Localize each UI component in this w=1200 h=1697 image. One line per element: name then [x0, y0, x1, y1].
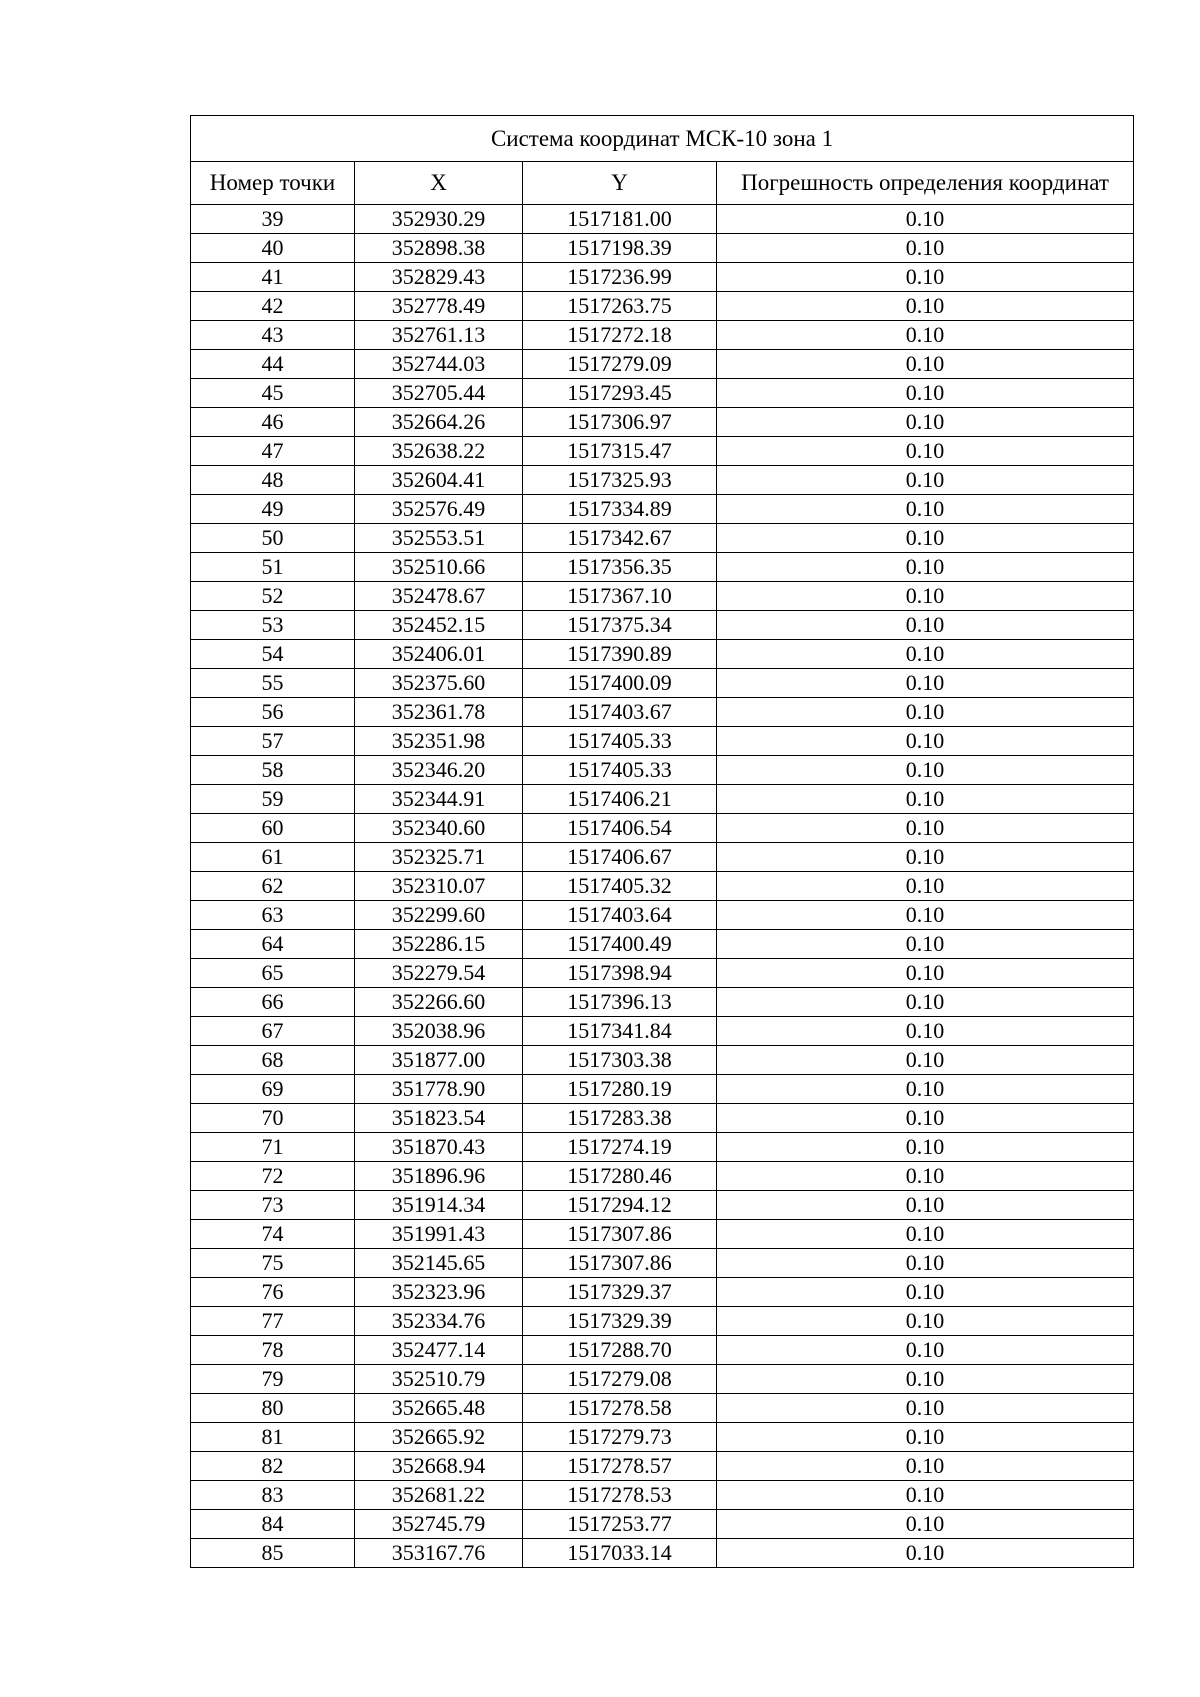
table-row [191, 901, 1134, 930]
cell-point-number: 75 [191, 1249, 355, 1278]
cell-x: 352310.07 [355, 872, 523, 901]
cell-accuracy: 0.10 [717, 1075, 1134, 1104]
cell-point-number: 76 [191, 1278, 355, 1307]
table-row [191, 756, 1134, 785]
cell-y: 1517356.35 [523, 553, 717, 582]
cell-point-number: 50 [191, 524, 355, 553]
cell-x: 352375.60 [355, 669, 523, 698]
table-row [191, 814, 1134, 843]
cell-accuracy: 0.10 [717, 1423, 1134, 1452]
cell-point-number: 43 [191, 321, 355, 350]
cell-y: 1517405.32 [523, 872, 717, 901]
cell-y: 1517033.14 [523, 1539, 717, 1568]
cell-y: 1517279.08 [523, 1365, 717, 1394]
cell-x: 351914.34 [355, 1191, 523, 1220]
cell-point-number: 53 [191, 611, 355, 640]
cell-accuracy: 0.10 [717, 466, 1134, 495]
table-header-row [191, 162, 1134, 205]
table-row [191, 1162, 1134, 1191]
header-point-number: Номер точки [191, 162, 355, 205]
cell-accuracy: 0.10 [717, 1046, 1134, 1075]
cell-accuracy: 0.10 [717, 1365, 1134, 1394]
cell-point-number: 45 [191, 379, 355, 408]
table-body [191, 205, 1134, 1568]
coordinates-table [190, 115, 1134, 1568]
table-row [191, 1104, 1134, 1133]
cell-y: 1517236.99 [523, 263, 717, 292]
cell-point-number: 51 [191, 553, 355, 582]
table-row [191, 1394, 1134, 1423]
header-accuracy: Погрешность определения координат [717, 162, 1134, 205]
cell-accuracy: 0.10 [717, 1017, 1134, 1046]
cell-accuracy: 0.10 [717, 350, 1134, 379]
cell-point-number: 63 [191, 901, 355, 930]
cell-x: 352665.92 [355, 1423, 523, 1452]
cell-point-number: 82 [191, 1452, 355, 1481]
cell-accuracy: 0.10 [717, 1191, 1134, 1220]
cell-x: 352668.94 [355, 1452, 523, 1481]
table-row [191, 292, 1134, 321]
cell-point-number: 69 [191, 1075, 355, 1104]
cell-point-number: 39 [191, 205, 355, 234]
cell-x: 353167.76 [355, 1539, 523, 1568]
table-row [191, 872, 1134, 901]
table-row [191, 1365, 1134, 1394]
cell-accuracy: 0.10 [717, 669, 1134, 698]
table-row [191, 727, 1134, 756]
cell-x: 352323.96 [355, 1278, 523, 1307]
cell-point-number: 48 [191, 466, 355, 495]
table-row [191, 408, 1134, 437]
cell-accuracy: 0.10 [717, 843, 1134, 872]
cell-y: 1517307.86 [523, 1249, 717, 1278]
cell-point-number: 65 [191, 959, 355, 988]
table-row [191, 1191, 1134, 1220]
cell-point-number: 71 [191, 1133, 355, 1162]
cell-x: 352553.51 [355, 524, 523, 553]
cell-accuracy: 0.10 [717, 205, 1134, 234]
cell-point-number: 57 [191, 727, 355, 756]
cell-x: 352361.78 [355, 698, 523, 727]
cell-accuracy: 0.10 [717, 814, 1134, 843]
cell-point-number: 81 [191, 1423, 355, 1452]
cell-y: 1517274.19 [523, 1133, 717, 1162]
cell-point-number: 62 [191, 872, 355, 901]
cell-accuracy: 0.10 [717, 1307, 1134, 1336]
cell-point-number: 79 [191, 1365, 355, 1394]
cell-accuracy: 0.10 [717, 1452, 1134, 1481]
table-row [191, 1017, 1134, 1046]
table-row [191, 1220, 1134, 1249]
cell-y: 1517272.18 [523, 321, 717, 350]
cell-x: 352279.54 [355, 959, 523, 988]
table-row [191, 495, 1134, 524]
table-row [191, 640, 1134, 669]
table-row [191, 1481, 1134, 1510]
cell-y: 1517315.47 [523, 437, 717, 466]
cell-x: 352334.76 [355, 1307, 523, 1336]
cell-accuracy: 0.10 [717, 698, 1134, 727]
cell-y: 1517303.38 [523, 1046, 717, 1075]
cell-point-number: 72 [191, 1162, 355, 1191]
cell-y: 1517403.67 [523, 698, 717, 727]
table-row [191, 1133, 1134, 1162]
cell-accuracy: 0.10 [717, 437, 1134, 466]
cell-point-number: 42 [191, 292, 355, 321]
cell-y: 1517329.39 [523, 1307, 717, 1336]
cell-y: 1517325.93 [523, 466, 717, 495]
table-row [191, 1423, 1134, 1452]
cell-x: 352406.01 [355, 640, 523, 669]
cell-x: 352346.20 [355, 756, 523, 785]
table-row [191, 959, 1134, 988]
table-row [191, 1075, 1134, 1104]
table-row [191, 437, 1134, 466]
cell-accuracy: 0.10 [717, 1510, 1134, 1539]
cell-y: 1517390.89 [523, 640, 717, 669]
cell-y: 1517279.73 [523, 1423, 717, 1452]
cell-accuracy: 0.10 [717, 1104, 1134, 1133]
cell-x: 351877.00 [355, 1046, 523, 1075]
table-title: Система координат МСК-10 зона 1 [191, 116, 1134, 162]
cell-x: 352576.49 [355, 495, 523, 524]
cell-accuracy: 0.10 [717, 640, 1134, 669]
cell-accuracy: 0.10 [717, 1394, 1134, 1423]
cell-point-number: 52 [191, 582, 355, 611]
table-row [191, 1249, 1134, 1278]
cell-x: 352344.91 [355, 785, 523, 814]
cell-y: 1517307.86 [523, 1220, 717, 1249]
cell-x: 352299.60 [355, 901, 523, 930]
cell-x: 352664.26 [355, 408, 523, 437]
cell-accuracy: 0.10 [717, 524, 1134, 553]
cell-y: 1517375.34 [523, 611, 717, 640]
cell-point-number: 60 [191, 814, 355, 843]
table-row [191, 1336, 1134, 1365]
cell-y: 1517263.75 [523, 292, 717, 321]
cell-x: 352325.71 [355, 843, 523, 872]
cell-x: 352638.22 [355, 437, 523, 466]
cell-accuracy: 0.10 [717, 901, 1134, 930]
cell-y: 1517288.70 [523, 1336, 717, 1365]
header-y: Y [523, 162, 717, 205]
cell-accuracy: 0.10 [717, 1481, 1134, 1510]
cell-accuracy: 0.10 [717, 872, 1134, 901]
cell-x: 351991.43 [355, 1220, 523, 1249]
cell-x: 352266.60 [355, 988, 523, 1017]
cell-x: 352510.66 [355, 553, 523, 582]
cell-x: 352778.49 [355, 292, 523, 321]
table-row [191, 1510, 1134, 1539]
cell-accuracy: 0.10 [717, 1162, 1134, 1191]
table-title-row [191, 116, 1134, 162]
table-row [191, 379, 1134, 408]
table-row [191, 611, 1134, 640]
table-row [191, 698, 1134, 727]
cell-point-number: 44 [191, 350, 355, 379]
cell-y: 1517396.13 [523, 988, 717, 1017]
cell-point-number: 74 [191, 1220, 355, 1249]
cell-x: 352478.67 [355, 582, 523, 611]
cell-x: 352829.43 [355, 263, 523, 292]
cell-point-number: 41 [191, 263, 355, 292]
cell-accuracy: 0.10 [717, 1220, 1134, 1249]
cell-y: 1517406.67 [523, 843, 717, 872]
cell-x: 352145.65 [355, 1249, 523, 1278]
cell-y: 1517253.77 [523, 1510, 717, 1539]
cell-point-number: 67 [191, 1017, 355, 1046]
cell-accuracy: 0.10 [717, 611, 1134, 640]
table-row [191, 843, 1134, 872]
cell-point-number: 66 [191, 988, 355, 1017]
cell-x: 352681.22 [355, 1481, 523, 1510]
cell-x: 352340.60 [355, 814, 523, 843]
cell-x: 352744.03 [355, 350, 523, 379]
cell-y: 1517400.49 [523, 930, 717, 959]
cell-accuracy: 0.10 [717, 234, 1134, 263]
table-row [191, 669, 1134, 698]
cell-y: 1517342.67 [523, 524, 717, 553]
cell-point-number: 73 [191, 1191, 355, 1220]
cell-accuracy: 0.10 [717, 756, 1134, 785]
cell-accuracy: 0.10 [717, 495, 1134, 524]
cell-point-number: 46 [191, 408, 355, 437]
header-x: X [355, 162, 523, 205]
cell-accuracy: 0.10 [717, 379, 1134, 408]
cell-y: 1517405.33 [523, 756, 717, 785]
cell-y: 1517398.94 [523, 959, 717, 988]
cell-y: 1517306.97 [523, 408, 717, 437]
cell-x: 352665.48 [355, 1394, 523, 1423]
cell-point-number: 68 [191, 1046, 355, 1075]
cell-y: 1517181.00 [523, 205, 717, 234]
cell-y: 1517341.84 [523, 1017, 717, 1046]
cell-x: 352477.14 [355, 1336, 523, 1365]
cell-y: 1517278.58 [523, 1394, 717, 1423]
cell-accuracy: 0.10 [717, 553, 1134, 582]
cell-y: 1517294.12 [523, 1191, 717, 1220]
table-row [191, 1539, 1134, 1568]
table-row [191, 785, 1134, 814]
cell-point-number: 70 [191, 1104, 355, 1133]
cell-y: 1517283.38 [523, 1104, 717, 1133]
table-row [191, 582, 1134, 611]
table-row [191, 988, 1134, 1017]
cell-accuracy: 0.10 [717, 727, 1134, 756]
table-row [191, 263, 1134, 292]
table-row [191, 930, 1134, 959]
cell-point-number: 78 [191, 1336, 355, 1365]
cell-y: 1517278.53 [523, 1481, 717, 1510]
cell-y: 1517293.45 [523, 379, 717, 408]
table-row [191, 234, 1134, 263]
table-row [191, 1046, 1134, 1075]
table-row [191, 466, 1134, 495]
cell-y: 1517280.19 [523, 1075, 717, 1104]
cell-accuracy: 0.10 [717, 1539, 1134, 1568]
cell-accuracy: 0.10 [717, 785, 1134, 814]
cell-accuracy: 0.10 [717, 930, 1134, 959]
cell-x: 351778.90 [355, 1075, 523, 1104]
cell-y: 1517329.37 [523, 1278, 717, 1307]
cell-y: 1517367.10 [523, 582, 717, 611]
cell-y: 1517406.21 [523, 785, 717, 814]
cell-point-number: 84 [191, 1510, 355, 1539]
table-row [191, 321, 1134, 350]
cell-y: 1517278.57 [523, 1452, 717, 1481]
cell-x: 351823.54 [355, 1104, 523, 1133]
cell-x: 352745.79 [355, 1510, 523, 1539]
cell-point-number: 49 [191, 495, 355, 524]
cell-accuracy: 0.10 [717, 408, 1134, 437]
cell-x: 351870.43 [355, 1133, 523, 1162]
cell-x: 352705.44 [355, 379, 523, 408]
cell-point-number: 80 [191, 1394, 355, 1423]
cell-point-number: 58 [191, 756, 355, 785]
cell-y: 1517280.46 [523, 1162, 717, 1191]
cell-x: 352510.79 [355, 1365, 523, 1394]
cell-y: 1517400.09 [523, 669, 717, 698]
cell-x: 352898.38 [355, 234, 523, 263]
cell-accuracy: 0.10 [717, 321, 1134, 350]
table-row [191, 1452, 1134, 1481]
cell-x: 352351.98 [355, 727, 523, 756]
cell-accuracy: 0.10 [717, 988, 1134, 1017]
cell-y: 1517198.39 [523, 234, 717, 263]
cell-point-number: 59 [191, 785, 355, 814]
table-row [191, 205, 1134, 234]
cell-x: 352286.15 [355, 930, 523, 959]
cell-accuracy: 0.10 [717, 292, 1134, 321]
cell-y: 1517279.09 [523, 350, 717, 379]
cell-point-number: 77 [191, 1307, 355, 1336]
cell-y: 1517403.64 [523, 901, 717, 930]
cell-y: 1517406.54 [523, 814, 717, 843]
cell-point-number: 61 [191, 843, 355, 872]
cell-x: 352761.13 [355, 321, 523, 350]
table-row [191, 350, 1134, 379]
table-row [191, 1278, 1134, 1307]
cell-accuracy: 0.10 [717, 263, 1134, 292]
cell-x: 352930.29 [355, 205, 523, 234]
table-row [191, 553, 1134, 582]
cell-point-number: 40 [191, 234, 355, 263]
cell-y: 1517405.33 [523, 727, 717, 756]
table-row [191, 1307, 1134, 1336]
cell-point-number: 56 [191, 698, 355, 727]
cell-accuracy: 0.10 [717, 1336, 1134, 1365]
table-row [191, 524, 1134, 553]
cell-point-number: 85 [191, 1539, 355, 1568]
cell-accuracy: 0.10 [717, 959, 1134, 988]
cell-x: 352038.96 [355, 1017, 523, 1046]
cell-point-number: 54 [191, 640, 355, 669]
cell-x: 352604.41 [355, 466, 523, 495]
cell-accuracy: 0.10 [717, 1133, 1134, 1162]
cell-y: 1517334.89 [523, 495, 717, 524]
cell-point-number: 83 [191, 1481, 355, 1510]
cell-point-number: 47 [191, 437, 355, 466]
cell-x: 352452.15 [355, 611, 523, 640]
cell-point-number: 55 [191, 669, 355, 698]
cell-accuracy: 0.10 [717, 582, 1134, 611]
cell-accuracy: 0.10 [717, 1249, 1134, 1278]
cell-accuracy: 0.10 [717, 1278, 1134, 1307]
cell-point-number: 64 [191, 930, 355, 959]
cell-x: 351896.96 [355, 1162, 523, 1191]
